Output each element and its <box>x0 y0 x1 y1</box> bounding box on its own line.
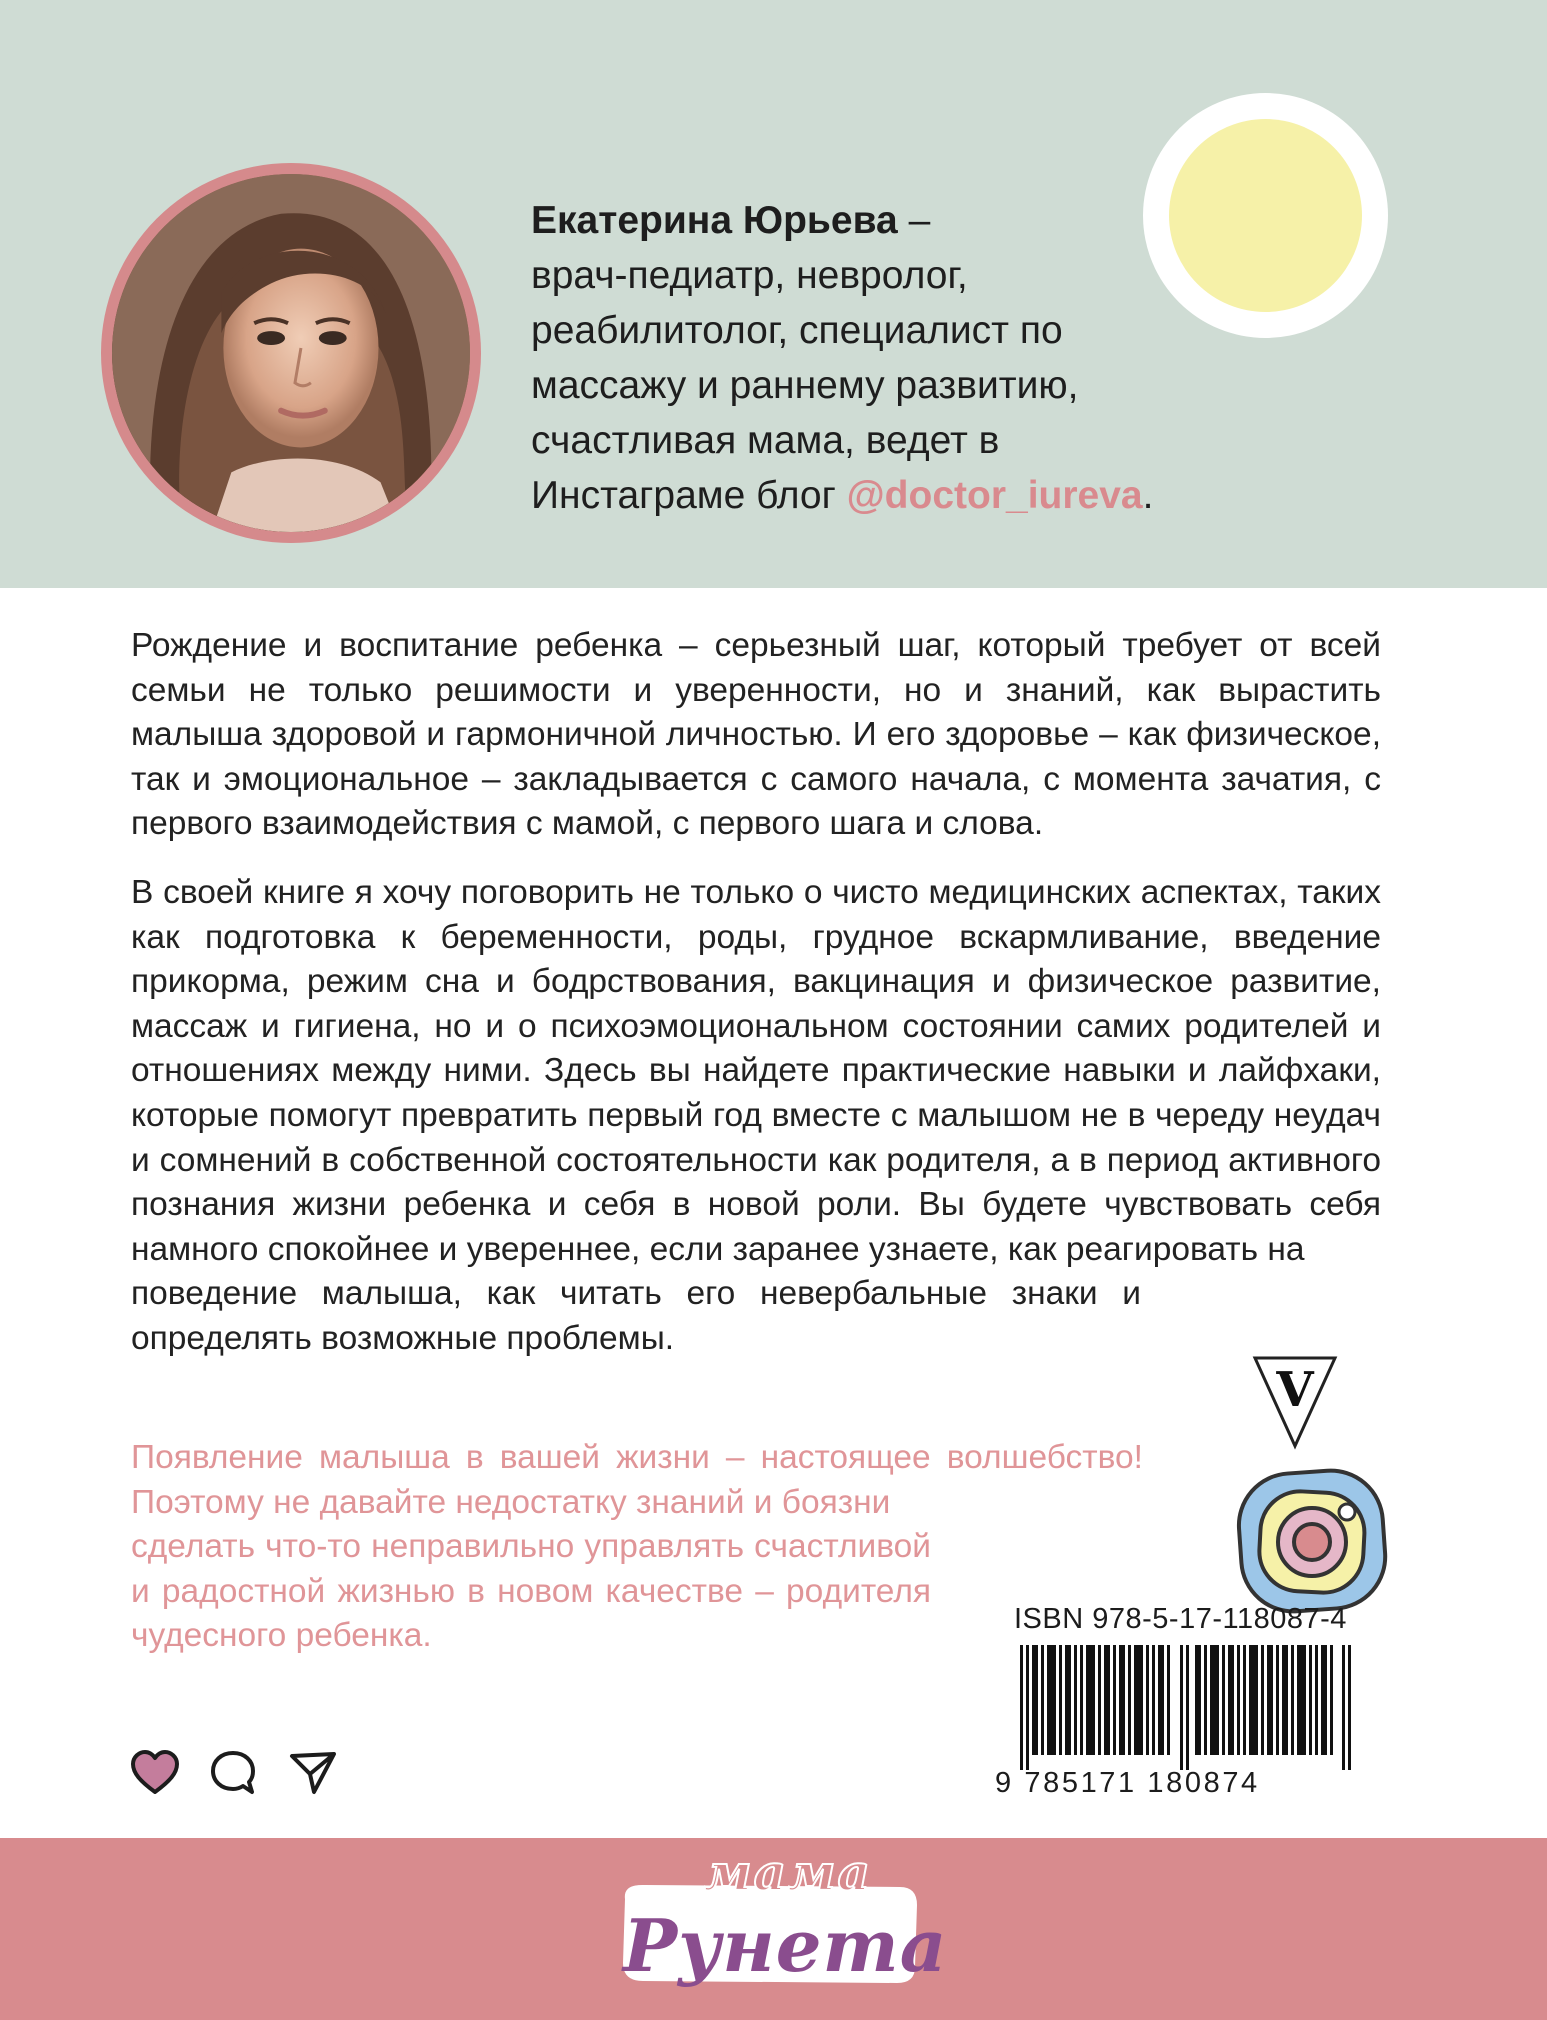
author-name: Екатерина Юрьева <box>531 199 898 242</box>
highlight-paragraph <box>131 1436 1143 1659</box>
barcode <box>1020 1645 1355 1770</box>
age-rating-icon <box>1245 1350 1345 1450</box>
instagram-handle-link[interactable]: @doctor_iureva <box>846 474 1143 517</box>
author-bio-last-line <box>531 468 1171 523</box>
barcode-digits: 9 785171 180874 <box>995 1767 1260 1799</box>
camera-app-icon <box>1232 1460 1392 1620</box>
author-dash: – <box>897 199 931 242</box>
comment-icon[interactable] <box>208 1748 258 1798</box>
sun-icon <box>1169 119 1362 312</box>
author-photo <box>112 174 470 532</box>
description-paragraph-2-tail: поведение малыша, как читать его невербальные знаки и определять возможные проблемы. <box>131 1275 1141 1357</box>
heart-icon[interactable] <box>130 1748 180 1798</box>
author-bio-line: реабилитолог, специалист по <box>531 309 1063 352</box>
author-bio-line: врач-педиатр, невролог, <box>531 254 968 297</box>
description-paragraph-1: Рождение и воспитание ребенка – серьезный шаг, который требует от всей семьи не только решимости и уверенности, но и знаний, как вырастить малыша здоровой и гармоничной личностью. И его здоровье – как физическое, так и эмоциональное – закладывается с самого начала, с момента зачатия, с первого взаимодействия с мамой, с первого шага и слова. <box>131 627 1381 843</box>
author-photo-frame <box>101 163 481 543</box>
publisher-logo <box>603 1843 948 2018</box>
author-portrait-illustration <box>112 174 470 532</box>
author-bio-line: счастливая мама, ведет в <box>531 419 1000 462</box>
author-bio-suffix: . <box>1142 474 1154 517</box>
author-bio-prefix: Инстаграме блог <box>531 474 847 517</box>
logo-word-top: мама <box>704 1843 872 1902</box>
description-paragraph-2 <box>131 871 1381 1362</box>
isbn-label: ISBN 978-5-17-118087-4 <box>1014 1603 1347 1635</box>
author-bio-line: массажу и раннему развитию, <box>531 364 1079 407</box>
logo-word-bottom: Рунета <box>623 1903 948 1988</box>
author-name-line <box>531 193 1171 248</box>
send-icon[interactable] <box>288 1748 338 1798</box>
author-bio <box>531 193 1171 523</box>
description-paragraph-2-main: В своей книге я хочу поговорить не только о чисто медицинских аспектах, таких как подготовка к беременности, роды, грудное вскармливание, введение прикорма, режим сна и бодрствования, вакцинация и физическое развитие, массаж и гигиена, но и о психоэмоциональном состоянии самих родителей и отношениях между ними. Здесь вы найдете практические навыки и лайфхаки, которые помогут превратить первый год вместе с малышом не в череду неудач и сомнений в собственной состоятельности как родителя, а в период активного познания жизни ребенка и себя в новой роли. Вы будете чувствовать себя намного спокойнее и увереннее, если заранее узнаете, как реагировать на <box>131 874 1381 1268</box>
decorative-sun-circle <box>1143 93 1388 338</box>
age-rating-letter: V <box>1276 1362 1314 1418</box>
highlight-paragraph-main: Появление малыша в вашей жизни – настоящее волшебство! Поэтому не давайте недостатку знаний и боязни <box>131 1439 1143 1521</box>
highlight-paragraph-tail: сделать что-то неправильно управлять счастливой и радостной жизнью в новом качестве – родителя чудесного ребенка. <box>131 1528 931 1655</box>
